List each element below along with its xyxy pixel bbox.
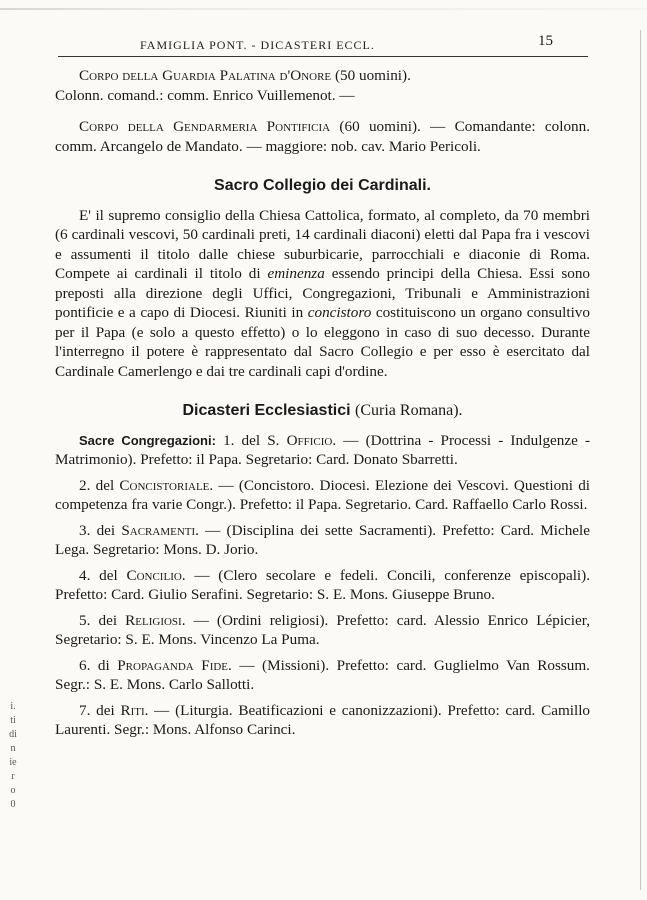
gutter-mark: r [11, 771, 15, 782]
gendarmeria-entry [55, 117, 590, 156]
congregations-label: Sacre Congregazioni: [79, 432, 216, 448]
entry-description: — (Disciplina dei sette Sacramenti). Prefetto: Card. Michele Lega. Segretario: Mons. D. Jorio. [55, 521, 590, 558]
scan-edge-top [0, 8, 647, 10]
page-number: 15 [538, 33, 553, 49]
entry-number: 3. dei [79, 521, 116, 539]
gutter-mark: ti [10, 715, 16, 726]
sacro-collegio-paragraph [55, 206, 590, 382]
running-head: FAMIGLIA PONT. - DICASTERI ECCL. [140, 38, 375, 52]
entry-description: — (Ordini religiosi). Prefetto: card. Alessio Enrico Lépicier, Segretario: S. E. Mons. Vincenzo La Puma. [55, 611, 590, 648]
paragraph-text: essendo principi della Chiesa. Essi sono preposti alla direzione degli Uffici, Congregazioni, Tribunali e Amministrazioni pontificie e a capo di Diocesi. Riuniti in [55, 265, 591, 321]
entry-number: 6. di [79, 656, 110, 674]
congregation-entry [55, 656, 590, 695]
corps-name: Corpo della Guardia Palatina d'Onore [79, 67, 332, 84]
corps-count: (50 uomini). [334, 67, 411, 84]
gutter-mark: 0 [10, 799, 16, 810]
gutter-mark: o [10, 785, 16, 796]
entry-description: — (Dottrina - Processi - Indulgenze - Matrimonio). Prefetto: il Papa. Segretario: Card. Donato Sbarretti. [55, 431, 591, 468]
congregation-entry [55, 701, 590, 740]
paragraph-text: costituiscono un organo consultivo per il Papa (e solo a questo effetto) o lo eleggono in caso di suo decesso. Durante l'interregno il potere è rappresentato dal Sacro Collegio e per esso è esercitato dal Cardinale Camerlengo e dai tre cardinali capi d'ordine. [55, 304, 590, 380]
gutter-marks [6, 700, 20, 812]
entry-number: 1. del [223, 431, 261, 449]
guardia-palatina-entry [55, 66, 590, 105]
entry-name: Religiosi. [125, 611, 186, 629]
entry-description: — (Concistoro. Diocesi. Elezione dei Vescovi. Questioni di competenza fra varie Congr.). Prefetto: il Papa. Segretario. Card. Raffaello Carlo Rossi. [55, 476, 591, 513]
congregation-entry [55, 566, 590, 605]
congregation-entry [55, 611, 590, 650]
gutter-mark: ie [9, 757, 17, 768]
entry-name: Riti. [120, 701, 149, 719]
entry-name: Sacramenti. [121, 521, 199, 539]
congregation-entry [55, 431, 590, 470]
entry-number: 2. del [79, 476, 115, 494]
entry-description: — (Clero secolare e fedeli. Concili, conferenze episcopali). Prefetto: Card. Giulio Serafini. Segretario: S. E. Mons. Giuseppe Bruno. [55, 566, 590, 603]
entry-description: — (Liturgia. Beatificazioni e canonizzazioni). Prefetto: card. Camillo Laurenti. Segr.: Mons. Alfonso Carinci. [55, 701, 591, 738]
entry-name: Concilio. [126, 566, 186, 584]
header-rule [58, 56, 588, 57]
congregation-entry [55, 521, 590, 560]
entry-number: 4. del [79, 566, 118, 584]
corps-name: Corpo della Gendarmeria Pontificia [79, 118, 331, 135]
entry-name: Concistoriale. [119, 476, 214, 494]
entry-name: Propaganda Fide. [117, 656, 232, 674]
gutter-mark: i. [10, 701, 16, 712]
gutter-mark: di [9, 729, 17, 740]
congregation-entry [55, 476, 590, 515]
corps-count: (60 uomini). — [339, 118, 446, 135]
entry-number: 5. dei [79, 611, 118, 629]
dicasteri-title: Dicasteri Ecclesiastici [182, 402, 351, 419]
paragraph-text: E' il supremo consiglio della Chiesa Cattolica, formato, al completo, da 70 membri (6 cardinali vescovi, 50 cardinali preti, 14 cardinali diaconi) eletti dal Papa fra i vescovi e assumenti il titolo dalle chiese suburbicarie, parrocchiali e diaconie di Roma. Compete ai cardinali il titolo di [55, 206, 590, 282]
dicasteri-heading [55, 401, 590, 421]
scan-edge-right [640, 30, 641, 890]
corps-command: Colonn. comand.: comm. Enrico Vuillemenot. — [55, 86, 355, 104]
emphasis-term: eminenza [267, 265, 325, 282]
gutter-mark: n [10, 743, 16, 754]
emphasis-term: concistoro [307, 304, 372, 321]
corps-command: Comandante: colonn. comm. Arcangelo de Mandato. — maggiore: nob. cav. Mario Pericoli. [55, 118, 591, 155]
entry-number: 7. dei [79, 701, 115, 719]
page-body [55, 66, 590, 746]
entry-name: S. Officio. [267, 431, 337, 449]
entry-description: — (Missioni). Prefetto: card. Guglielmo Van Rossum. Segr.: S. E. Mons. Carlo Sallotti. [55, 656, 590, 693]
dicasteri-subtitle: (Curia Romana). [355, 402, 463, 419]
sacro-collegio-heading: Sacro Collegio dei Cardinali. [214, 177, 431, 194]
